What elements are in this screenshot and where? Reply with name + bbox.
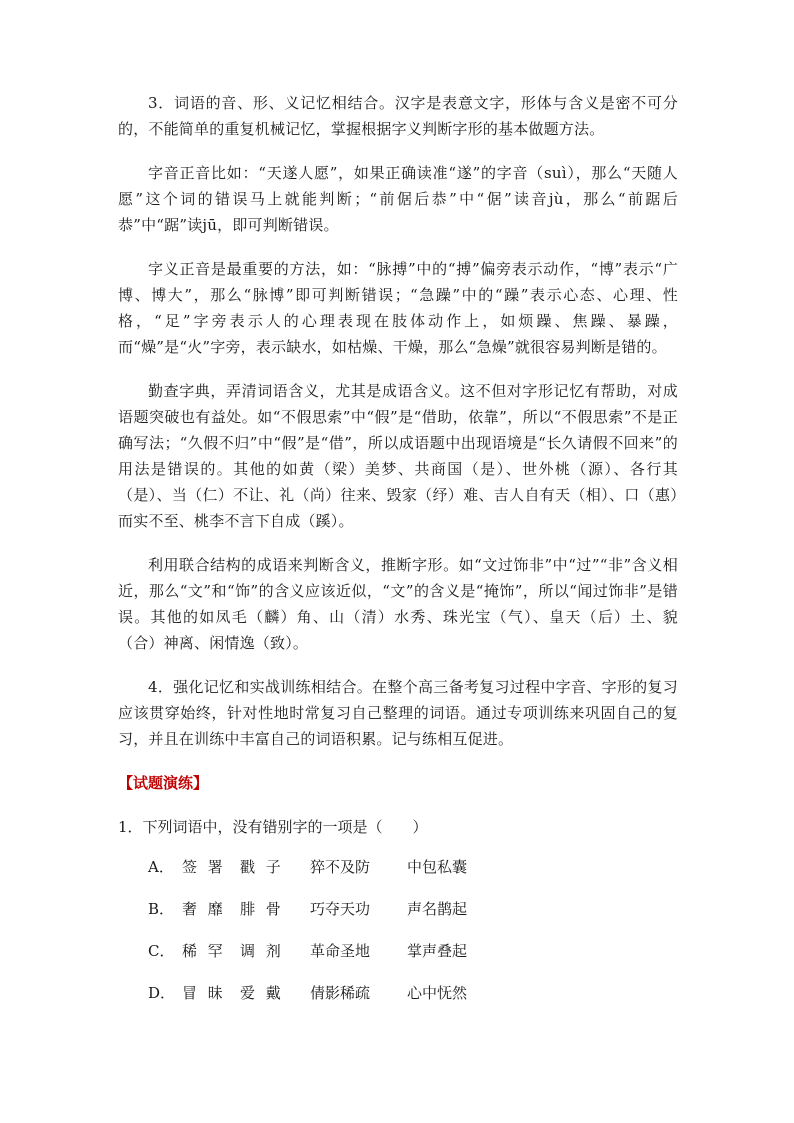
option-word: 稀 罕 — [182, 942, 226, 960]
option-word: 爱 戴 — [240, 984, 284, 1002]
option-word: 奢 靡 — [182, 900, 226, 918]
section-title: 【试题演练】 — [118, 774, 209, 792]
option-b — [148, 896, 678, 922]
option-word: 冒 昧 — [182, 984, 226, 1002]
option-d — [148, 980, 678, 1006]
option-word: 掌声叠起 — [407, 942, 468, 960]
option-letter: A． — [148, 858, 174, 876]
option-c — [148, 938, 678, 964]
option-word: 猝不及防 — [310, 858, 371, 876]
paragraph-3: 字义正音是最重要的方法，如：“脉搏”中的“搏”偏旁表示动作，“博”表示“广博、博大”，那么“脉博”即可判断错误；“急躁”中的“躁”表示心态、心理、性格，“足”字旁表示人的心理表现在肢体动作上，如烦躁、焦躁、暴躁，而“燥”是“火”字旁，表示缺水，如枯燥、干燥，那么“急燥”就很容易判断是错的。 — [118, 260, 678, 356]
option-letter: B． — [148, 900, 175, 918]
option-word: 革命圣地 — [310, 942, 371, 960]
option-word: 倩影稀疏 — [310, 984, 371, 1002]
document-body — [118, 90, 678, 1022]
paragraph-2: 字音正音比如：“天遂人愿”，如果正确读准“遂”的字音（suì），那么“天随人愿”这个词的错误马上就能判断；“前倨后恭”中“倨”读音jù，那么“前踞后恭”中“踞”读jū，即可判断错误。 — [118, 164, 678, 234]
option-letter: D． — [148, 984, 176, 1002]
option-word: 戳 子 — [240, 858, 284, 876]
option-word: 巧夺天功 — [310, 900, 371, 918]
option-word: 调 剂 — [240, 942, 284, 960]
option-a — [148, 854, 678, 880]
option-word: 心中怃然 — [407, 984, 468, 1002]
option-word: 声名鹊起 — [407, 900, 468, 918]
paragraph-4: 勤查字典，弄清词语含义，尤其是成语含义。这不但对字形记忆有帮助，对成语题突破也有益处。如“不假思索”中“假”是“借助，依靠”，所以“不假思索”不是正确写法；“久假不归”中“假”是“借”，所以成语题中出现语境是“长久请假不回来”的用法是错误的。其他的如黄（梁）美梦、共商国（是）、世外桃（源）、各行其（是）、当（仁）不让、礼（尚）往来、毁家（纾）难、吉人自有天（相）、口（惠）而实不至、桃李不言下自成（蹊）。 — [118, 382, 678, 530]
paragraph-1: 3．词语的音、形、义记忆相结合。汉字是表意文字，形体与含义是密不可分的，不能简单的重复机械记忆，掌握根据字义判断字形的基本做题方法。 — [118, 94, 678, 138]
options-list — [148, 854, 678, 1006]
question-1: 1．下列词语中，没有错别字的一项是（ ） — [118, 818, 428, 836]
paragraph-5: 利用联合结构的成语来判断含义，推断字形。如“文过饰非”中“过”“非”含义相近，那么“文”和“饰”的含义应该近似，“文”的含义是“掩饰”，所以“闻过饰非”是错误。其他的如凤毛（麟）角、山（清）水秀、珠光宝（气）、皇天（后）土、貌（合）神离、闲情逸（致）。 — [118, 556, 678, 652]
option-word: 中包私囊 — [407, 858, 468, 876]
option-word: 腓 骨 — [240, 900, 284, 918]
paragraph-6: 4．强化记忆和实战训练相结合。在整个高三备考复习过程中字音、字形的复习应该贯穿始终，针对性地时常复习自己整理的词语。通过专项训练来巩固自己的复习，并且在训练中丰富自己的词语积累。记与练相互促进。 — [118, 678, 678, 748]
option-letter: C． — [148, 942, 175, 960]
option-word: 签 署 — [182, 858, 226, 876]
